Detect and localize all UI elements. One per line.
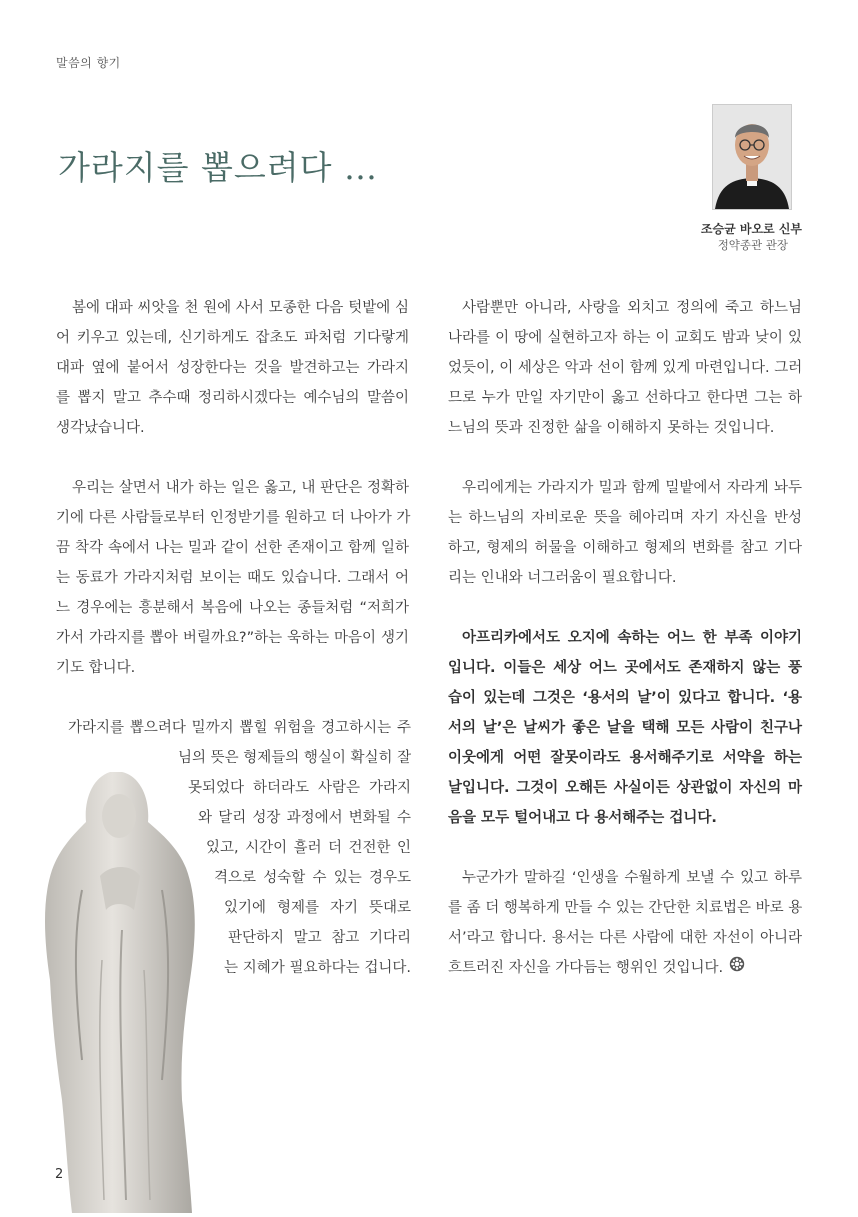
text-line: 사람뿐만 아니라, 사랑을 외치고 정의에 죽고 하느님 [462, 300, 802, 316]
text-line: 므로 누가 만일 자기만이 옳고 선하다고 한다면 그는 하 [448, 390, 802, 406]
text-line: 아프리카에서도 오지에 속하는 어느 한 부족 이야기 [462, 630, 802, 646]
left-paragraph-2 [56, 473, 409, 683]
text-line: 우리에게는 가라지가 밀과 함께 밀밭에서 자라게 놔두 [462, 480, 802, 496]
text-line: 판단하지 말고 참고 기다리 [228, 930, 411, 946]
page-number: 2 [55, 1167, 64, 1182]
right-paragraph-3 [448, 623, 802, 833]
text-line: 기에 다른 사람들로부터 인정받기를 원하고 더 나아가 가 [56, 510, 411, 526]
text-line: 는 지혜가 필요하다는 겁니다. [224, 960, 411, 976]
text-line: 는 동료가 가라지처럼 보이는 때도 있습니다. 그래서 어 [56, 570, 409, 586]
text-line-content: 흐트러진 자신을 가다듬는 행위인 것입니다. [448, 960, 724, 976]
author-name: 조승균 바오로 신부 [700, 222, 802, 236]
text-line: 와 달리 성장 과정에서 변화될 수 [198, 810, 411, 826]
text-line: 리는 인내와 너그러움이 필요합니다. [448, 570, 677, 586]
left-paragraph-1 [56, 293, 409, 443]
article-title: 가라지를 뽑으려다 … [58, 148, 379, 187]
right-paragraph-1 [448, 293, 802, 443]
statue-illustration [22, 760, 232, 1213]
text-line: 누군가가 말하길 ‘인생을 수월하게 보낼 수 있고 하루 [462, 870, 802, 886]
text-line: 가서 가라지를 뽑아 버릴까요?”하는 욱하는 마음이 생기 [56, 630, 409, 646]
text-line: 음을 모두 털어내고 다 용서해주는 겁니다. [448, 810, 717, 826]
text-line: 서의 날’은 날씨가 좋은 날을 택해 모든 사람이 친구나 [448, 720, 802, 736]
text-line: 느님의 뜻과 진정한 삶을 이해하지 못하는 것입니다. [448, 420, 775, 436]
text-line: 가라지를 뽑으려다 밀까지 뽑힐 위험을 경고하시는 주 [68, 720, 411, 736]
text-line: 대파 옆에 붙어서 성장한다는 것을 발견하고는 가라지 [56, 360, 409, 376]
text-line: 습이 있는데 그것은 ‘용서의 날’이 있다고 합니다. ‘용 [448, 690, 802, 706]
text-line: 끔 착각 속에서 나는 밀과 같이 선한 존재이고 함께 일하 [56, 540, 409, 556]
text-line: 서’라고 합니다. 용서는 다른 사람에 대한 자선이 아니라 [448, 930, 802, 946]
section-label: 말씀의 향기 [56, 56, 121, 70]
text-line: 날입니다. 그것이 오해든 사실이든 상관없이 자신의 마 [448, 780, 802, 796]
right-paragraph-2 [448, 473, 802, 593]
text-line: 우리는 살면서 내가 하는 일은 옳고, 내 판단은 정확하 [72, 480, 409, 496]
text-line: 하고, 형제의 허물을 이해하고 형제의 변화를 참고 기다 [448, 540, 802, 556]
text-line: 를 좀 더 행복하게 만들 수 있는 간단한 치료법은 바로 용 [448, 900, 803, 916]
text-line: 었듯이, 이 세상은 악과 선이 함께 있게 마련입니다. 그러 [448, 360, 803, 376]
author-role: 정약종관 관장 [717, 238, 788, 252]
text-line: 격으로 성숙할 수 있는 경우도 [214, 870, 411, 886]
text-line: 있고, 시간이 흘러 더 건전한 인 [206, 840, 411, 856]
text-line [448, 953, 802, 983]
text-line: 나라를 이 땅에 실현하고자 하는 이 교회도 밤과 낮이 있 [448, 330, 802, 346]
text-line: 생각났습니다. [56, 420, 145, 436]
text-line: 못되었다 하더라도 사람은 가라지 [188, 780, 411, 796]
text-line: 느 경우에는 흥분해서 복음에 나오는 종들처럼 “저희가 [56, 600, 409, 616]
text-line: 어 키우고 있는데, 신기하게도 잡초도 파처럼 기다랗게 [56, 330, 409, 346]
text-line: 이웃에게 어떤 잘못이라도 용서해주기로 서약을 하는 [448, 750, 802, 766]
text-line: 를 뽑지 말고 추수때 정리하시겠다는 예수님의 말씀이 [56, 390, 409, 406]
text-line: 봄에 대파 씨앗을 천 원에 사서 모종한 다음 텃밭에 심 [72, 300, 409, 316]
author-photo [712, 104, 792, 210]
text-line: 는 하느님의 자비로운 뜻을 헤아리며 자기 자신을 반성 [448, 510, 802, 526]
right-paragraph-4 [448, 863, 802, 983]
text-line: 있기에 형제를 자기 뜻대로 [224, 900, 411, 916]
text-line: 입니다. 이들은 세상 어느 곳에서도 존재하지 않는 풍 [448, 660, 802, 676]
end-mark-icon [729, 953, 745, 983]
text-line: 님의 뜻은 형제들의 행실이 확실히 잘 [178, 750, 412, 766]
text-line: 기도 합니다. [56, 660, 136, 676]
